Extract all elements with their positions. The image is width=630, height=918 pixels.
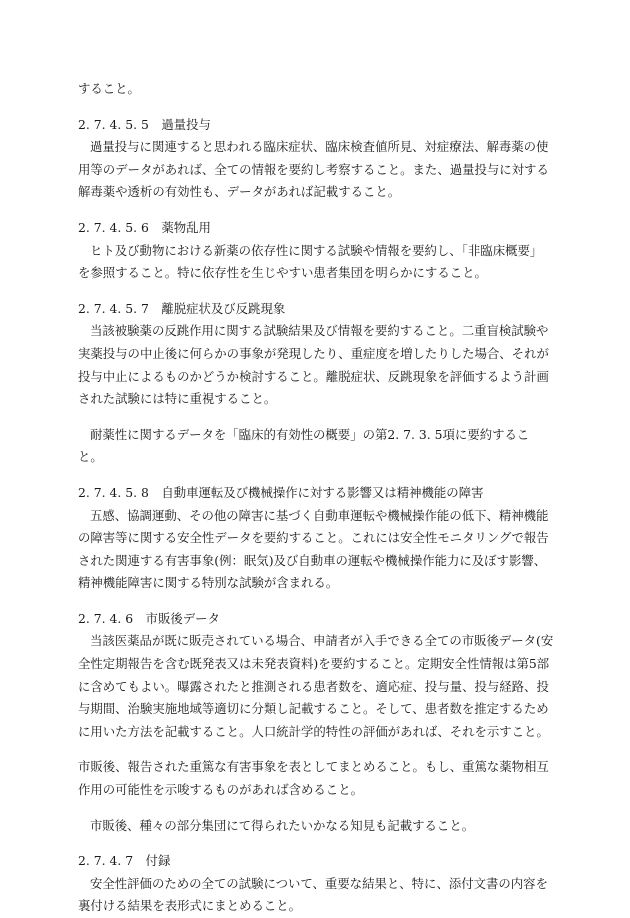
section-heading-driving: 2. 7. 4. 5. 8 自動車運転及び機械操作に対する影響又は精神機能の障害 <box>78 484 484 500</box>
section-body-overdose: 過量投与に関連すると思われる臨床症状、臨床検査値所見、対症療法、解毒薬の使用等のデータがあれば、全ての情報を要約し考察すること。また、過量投与に対する解毒薬や透析の有効性も、データがあれば記載すること。 <box>78 139 549 200</box>
section-body-driving: 五感、協調運動、その他の障害に基づく自動車運転や機械操作能の低下、精神機能の障害等に関する安全性データを要約すること。これには安全性モニタリングで報告された関連する有害事象(例：眠気)及び自動車の運転や機械操作能力に及ぼす影響、精神機能障害に関する特別な試験が含まれる。 <box>78 507 549 591</box>
spacer <box>78 743 554 756</box>
spacer <box>78 101 554 114</box>
section-heading-drug-abuse: 2. 7. 4. 5. 6 薬物乱用 <box>78 219 211 235</box>
section-heading-appendix: 2. 7. 4. 7 付録 <box>78 853 171 869</box>
section-heading-postmarketing: 2. 7. 4. 6 市販後データ <box>78 610 220 626</box>
section-body-drug-abuse: ヒト及び動物における新薬の依存性に関する試験や情報を要約し、「非臨床概要」を参照すること。特に依存性を生じやすい患者集団を明らかにすること。 <box>78 242 543 281</box>
section-body-appendix: 安全性評価のための全ての試験について、重要な結果と、特に、添付文書の内容を裏付ける結果を表形式にまとめること。 <box>78 875 548 914</box>
section-heading-withdrawal: 2. 7. 4. 5. 7 離脱症状及び反跳現象 <box>78 300 286 316</box>
spacer <box>78 802 554 815</box>
spacer <box>78 204 554 217</box>
spacer <box>78 595 554 608</box>
spacer <box>78 285 554 298</box>
document-page <box>78 78 554 918</box>
spacer <box>78 469 554 482</box>
section-para-subgroups: 市販後、種々の部分集団にて得られたいかなる知見も記載すること。 <box>90 817 475 833</box>
section-heading-overdose: 2. 7. 4. 5. 5 過量投与 <box>78 116 211 132</box>
section-note-tolerance: 耐薬性に関するデータを「臨床的有効性の概要」の第2. 7. 3. 5項に要約すること。 <box>78 426 530 465</box>
section-para-serious-events: 市販後、報告された重篤な有害事象を表としてまとめること。もし、重篤な薬物相互作用の可能性を示唆するものがあれば含めること。 <box>78 759 549 798</box>
section-body-withdrawal: 当該被験薬の反跳作用に関する試験結果及び情報を要約すること。二重盲検試験や実薬投与の中止後に何らかの事象が発現したり、重症度を増したりした場合、それが投与中止によるものかどうか検討すること。離脱症状、反跳現象を評価するよう計画された試験には特に重視すること。 <box>78 323 549 407</box>
intro-text: すること。 <box>78 81 140 96</box>
spacer <box>78 837 554 850</box>
section-body-postmarketing: 当該医薬品が既に販売されている場合、申請者が入手できる全ての市販後データ(安全性定期報告を含む既発表又は未発表資料)を要約すること。定期安全性情報は第5部に含めてもよい。曝露されたと推測される患者数を、適応症、投与量、投与経路、投与期間、治験実施地域等適切に分類し記載すること。そして、患者数を推定するために用いた方法を記載すること。人口統計学的特性の評価があれば、それを示すこと。 <box>78 633 554 739</box>
spacer <box>78 411 554 424</box>
